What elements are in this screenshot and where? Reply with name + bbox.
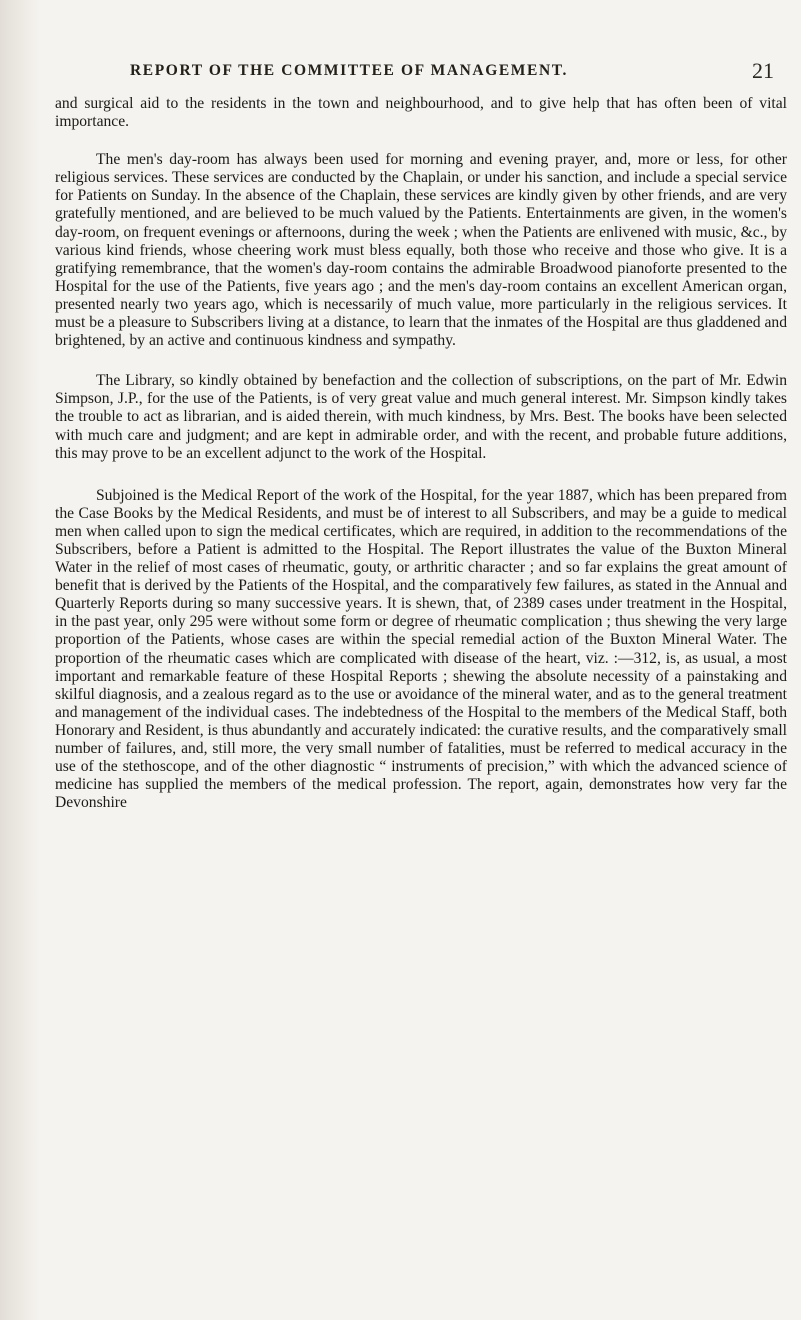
paragraph-continued-surgical-aid: and surgical aid to the residents in the town and neighbourhood, and to give help that has often been of vital importance. [55, 95, 787, 131]
paragraph-spacer [55, 131, 787, 151]
running-header-title: REPORT OF THE COMMITTEE OF MANAGEMENT. [130, 62, 569, 79]
page-edge-shadow [0, 0, 40, 1320]
paragraph-library: The Library, so kindly obtained by benefaction and the collection of subscriptions, on the part of Mr. Edwin Simpson, J.P., for the use of the Patients, is of very great value and much general interest. Mr. Simpson kindly takes the trouble to act as librarian, and is aided therein, with much kindness, by Mrs. Best. The books have been selected with much care and judgment; and are kept in admirable order, and with the recent, and probable future additions, this may prove to be an excellent adjunct to the work of the Hospital. [55, 372, 787, 462]
paragraph-spacer [55, 350, 787, 372]
page-number: 21 [752, 58, 774, 83]
body-text [55, 95, 787, 812]
paragraph-spacer [55, 463, 787, 487]
paragraph-day-room-services: The men's day-room has always been used for morning and evening prayer, and, more or less, for other religious services. These services are conducted by the Chaplain, or under his sanction, and include a special service for Patients on Sunday. In the absence of the Chaplain, these services are kindly given by other friends, and are very gratefully mentioned, and are believed to be much valued by the Patients. Entertainments are given, in the women's day-room, on frequent evenings or afternoons, during the week ; when the Patients are enlivened with music, &c., by various kind friends, whose cheering work must bless equally, both those who receive and those who give. It is a gratifying remembrance, that the women's day-room contains the admirable Broadwood pianoforte presented to the Hospital for the use of the Patients, five years ago ; and the men's day-room contains an excellent American organ, presented nearly two years ago, which is necessarily of much value, more particularly in the religious services. It must be a pleasure to Subscribers living at a distance, to learn that the inmates of the Hospital are thus gladdened and brightened, by an active and continuous kindness and sympathy. [55, 151, 787, 350]
paragraph-medical-report: Subjoined is the Medical Report of the work of the Hospital, for the year 1887, which has been prepared from the Case Books by the Medical Residents, and must be of interest to all Subscribers, and may be a guide to medical men when called upon to sign the medical certificates, which are required, in addition to the recommendations of the Subscribers, before a Patient is admitted to the Hospital. The Report illustrates the value of the Buxton Mineral Water in the relief of most cases of rheumatic, gouty, or arthritic character ; and so far explains the great amount of benefit that is derived by the Patients of the Hospital, and the comparatively few failures, as stated in the Annual and Quarterly Reports during so many successive years. It is shewn, that, of 2389 cases under treatment in the Hospital, in the past year, only 295 were without some form or degree of rheumatic complication ; thus shewing the very large proportion of the Patients, whose cases are within the special remedial action of the Buxton Mineral Water. The proportion of the rheumatic cases which are complicated with disease of the heart, viz. :—312, is, as usual, a most important and remarkable feature of these Hospital Reports ; shewing the absolute necessity of a painstaking and skilful diagnosis, and a zealous regard as to the use or avoidance of the mineral water, and as to the general treatment and management of the individual cases. The indebtedness of the Hospital to the members of the Medical Staff, both Honorary and Resident, is thus abundantly and accurately indicated: the curative results, and the comparatively small number of failures, and, still more, the very small number of fatalities, must be referred to medical accuracy in the use of the stethoscope, and of the other diagnostic “ instruments of precision,” with which the advanced science of medicine has supplied the members of the medical profession. The report, again, demonstrates how very far the Devonshire [55, 486, 787, 812]
